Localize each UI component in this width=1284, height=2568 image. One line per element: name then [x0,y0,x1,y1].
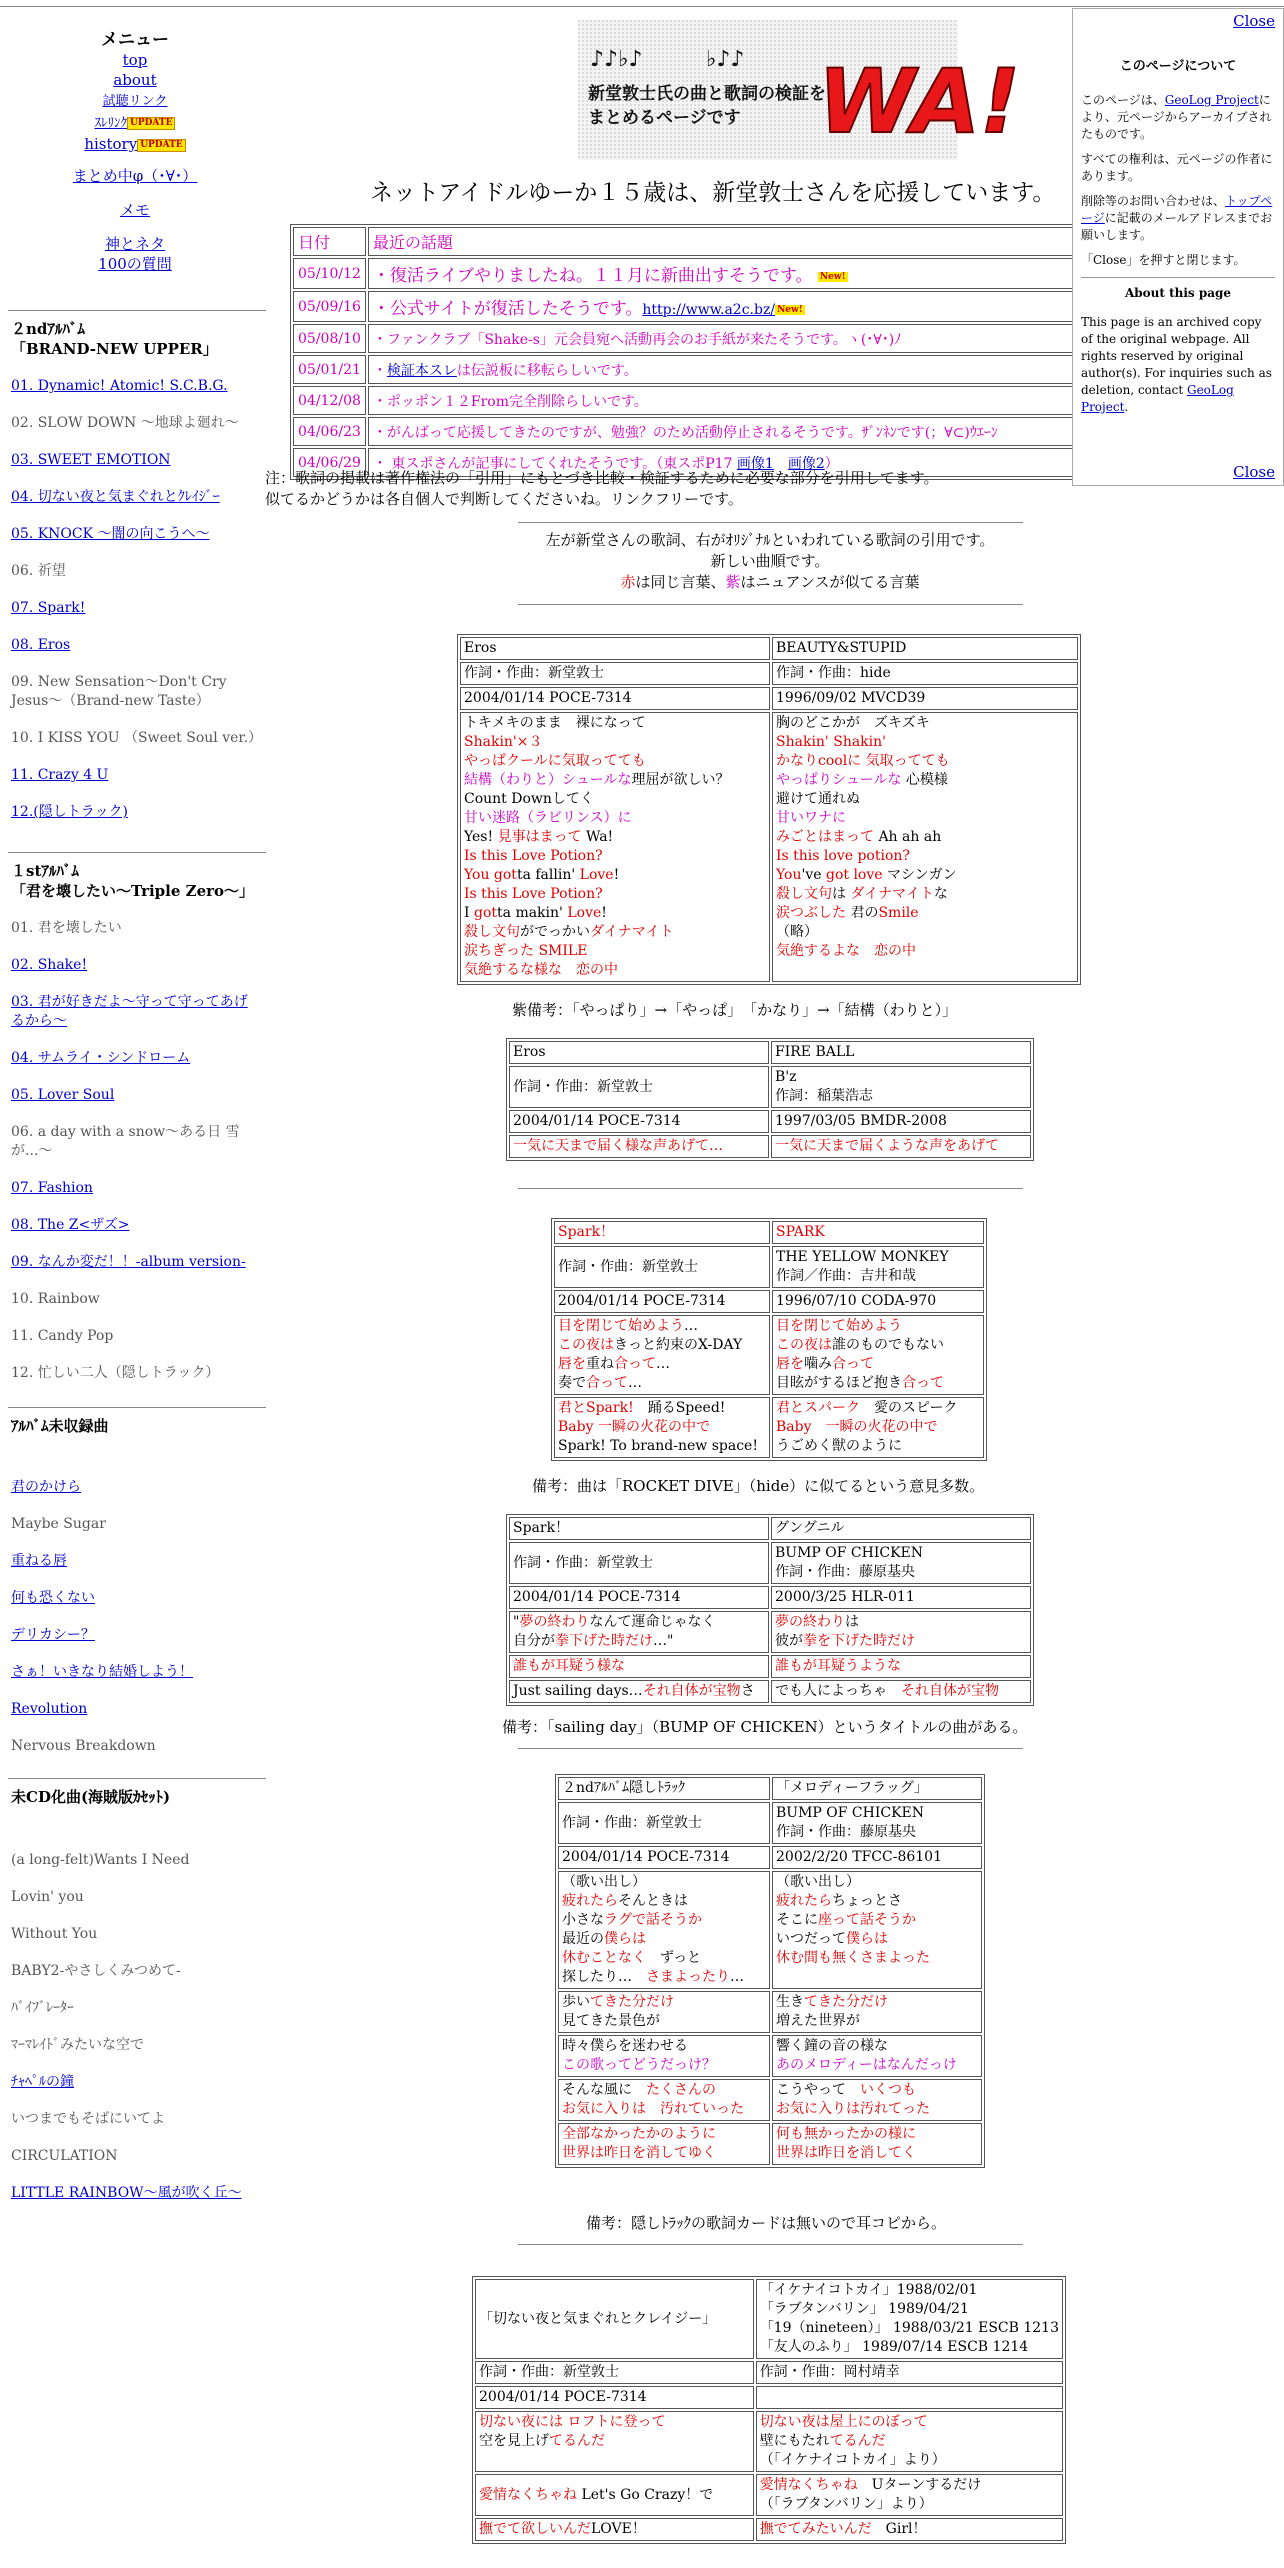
track-item [11,2110,261,2129]
track-title[interactable]: デリカシー？ [11,1627,95,1643]
track-title[interactable]: 03. SWEET EMOTION [11,452,171,468]
menu-link-memo[interactable]: メモ [119,201,150,219]
track-title: いつまでもそばにいてよ [11,2111,165,2127]
track-item [11,729,261,748]
unrecorded-section [0,1416,270,1756]
news-head-date: 日付 [293,227,366,256]
track-title: 02. SLOW DOWN ～地球よ廻れ～ [11,415,239,431]
divider [8,1778,266,1779]
news-row [293,355,1137,384]
album-title: 「BRAND-NEW UPPER」 [11,340,218,358]
menu-link-history[interactable]: history [84,135,138,153]
about-title: About this page [1124,286,1232,300]
track-item[interactable] [11,803,261,822]
track-item [11,673,261,711]
track-title: 06. 祈望 [11,563,66,579]
close-button-bottom[interactable]: Close [1233,463,1275,481]
color-legend: 赤は同じ言葉、紫はニュアンスが似てる言葉 [620,573,920,591]
track-title[interactable]: 04. サムライ・シンドローム [11,1050,191,1066]
divider [518,522,1023,523]
track-item [11,1737,261,1756]
track-title: CIRCULATION [11,2148,118,2164]
track-title[interactable]: 07. Fashion [11,1180,93,1196]
caption: 備考：隠しﾄﾗｯｸの歌詞カードは無いので耳コピから。 [586,2214,947,2232]
track-item[interactable] [11,599,261,618]
track-title: Nervous Breakdown [11,1738,156,1754]
track-item[interactable] [11,525,261,544]
comparison-table-gungnir: Spark！ グングニル 作詞・作曲：新堂敦士 BUMP OF CHICKEN 作詞・作曲：藤原基央 2004/01/14 POCE-7314 2000/3/25 HLR-011 "夢の終わりなんて運命じゃなく 自分が拳下げた時だけ…" 夢の終わりは 彼が拳を下げた時だけ 誰もが耳疑う様な 誰もが耳疑うような Just sailing days…それ自体が宝物さ でも人によっちゃ それ自体が宝物 [506,1514,1034,1706]
track-item [11,1327,261,1346]
caption: 備考：曲は「ROCKET DIVE」（hide）に似てるという意見多数。 [532,1477,985,1495]
note-line: 注：歌詞の掲載は著作権法の「引用」にもとづき比較・検証するために必要な部分を引用してます。 [265,469,939,487]
track-item [11,2036,261,2055]
lead-text: ネットアイドルゆーか１５歳は、新堂敦士さんを応援しています。 [370,180,1056,206]
close-button-top[interactable]: Close [1233,12,1275,30]
track-title: 12. 忙しい二人（隠しトラック） [11,1365,220,1381]
track-item [11,414,261,433]
album-title: 「君を壊したい～Triple Zero～」 [11,882,255,900]
copyright-note [265,468,939,510]
album-label: ２ndｱﾙﾊﾞﾑ [11,320,85,338]
track-list [11,1851,270,2203]
track-item[interactable] [11,451,261,470]
track-item [11,1851,261,1870]
comparison-table-melodyflag: ２ndｱﾙﾊﾞﾑ隠しﾄﾗｯｸ 「メロディーフラッグ」 作詞・作曲：新堂敦士 BUMP OF CHICKEN 作詞・作曲：藤原基央 2004/01/14 POCE-7314 2002/2/20 TFCC-86101 （歌い出し） 疲れたらそんときは 小さなラグで話そうか 最近の僕らは 休むことなく ずっと 探したり… さまよったり… （歌い出し） 疲れたらちょっとさ そこに座って話そうか いつだって僕らは 休む間も無くさまよった 歩いてきた分だけ 見てきた景色が 生きてきた分だけ 増えた世界が 時々僕らを迷わせる この歌ってどうだっけ？ 響く鐘の音の様な あのメロディーはなんだっけ そんな風に たくさんの お気に入りは 汚れていった こうやって いくつも お気に入りは汚れてった 全部なかったかのように 世界は昨日を消してゆく 何も無かったかの様に 世界は昨日を消してく [555,1774,985,2168]
track-item[interactable] [11,488,261,507]
note-line: 似てるかどうかは各自個人で判断してくださいね。リンクフリーです。 [265,490,743,508]
news-date: 05/08/10 [293,324,366,353]
section-title: 未CD化曲(海賊版ｶｾｯﾄ) [11,1788,171,1806]
dialog-title: このページについて [1119,59,1237,74]
new-badge: New! [777,304,803,315]
track-list [11,377,270,822]
caption: 備考：「sailing day」（BUMP OF CHICKEN）というタイトルの曲がある。 [502,1718,1028,1736]
menu-link-listen[interactable]: 試聴リンク [102,94,168,109]
track-title[interactable]: 君のかけら [11,1479,81,1495]
track-item[interactable] [11,1216,261,1235]
track-item [11,1925,261,1944]
about-text: This page is an archived copy of the original webpage. All rights reserved by original author(s). For inquiries such as deletion, contact GeoLog Project. [1081,315,1272,414]
track-item[interactable] [11,766,261,785]
track-item [11,1290,261,1309]
news-text: ・がんばって応援してきたのですが、勉強？のため活動停止されるそうです。ｻﾞﾝﾈﾝです(；∀⊂)ｳｴｰﾝ [368,417,1137,446]
track-item [11,562,261,581]
track-title[interactable]: 07. Spark! [11,600,86,616]
geolog-link[interactable]: GeoLog Project [1081,383,1234,414]
left-sidebar [0,30,270,2203]
track-item [11,2147,261,2166]
album-2nd [0,319,270,822]
track-title[interactable]: 02. Shake! [11,957,88,973]
news-date: 04/06/23 [293,417,366,446]
official-site-link[interactable]: http://www.a2c.bz/ [642,302,776,318]
menu-link-thread[interactable]: ｽﾚﾘﾝｸ [94,116,128,131]
track-item [11,919,261,938]
news-table [290,224,1140,480]
logo-text: 新堂敦士氏の曲と歌詞の検証をまとめるページです [588,84,826,128]
news-date: 04/12/08 [293,386,366,415]
news-date: 05/01/21 [293,355,366,384]
divider [518,1748,1023,1749]
intro [390,530,1150,593]
album-label: １stｱﾙﾊﾞﾑ [11,862,79,880]
section-title: ｱﾙﾊﾞﾑ未収録曲 [11,1417,109,1435]
comparison-table-okamura: 「切ない夜と気まぐれとクレイジー」 「イケナイコトカイ」1988/02/01 「ラブタンバリン」 1989/04/21 「19（nineteen）」 1988/03/21 ESCB 1213 「友人のふり」 1989/07/14 ESCB 1214 作詞・作曲：新堂敦士 作詞・作曲：岡村靖幸 2004/01/14 POCE-7314 切ない夜には ロフトに登って 空を見上げてるんだ 切ない夜は屋上にのぼって 壁にもたれてるんだ （「イケナイコトカイ」より） 愛情なくちゃね Let's Go Crazy！で 愛情なくちゃね Uターンするだけ （「ラブタンバリン」より） 撫でて欲しいんだLOVE！ 撫でてみたいんだ Girl！ [472,2276,1066,2544]
divider [8,1407,266,1408]
dialog-text: このページは、GeoLog Projectにより、元ページからアーカイブされたものです。 [1081,93,1272,141]
news-text: ・復活ライブやりましたね。１１月に新曲出すそうです。 New! [368,258,1137,289]
track-title: Without You [11,1926,98,1942]
image2-link[interactable]: 画像2 [787,455,825,472]
update-badge: UPDATE [137,139,185,152]
track-item[interactable] [11,956,261,975]
menu-link-matome[interactable]: まとめ中φ（･∀･） [72,167,198,185]
track-item[interactable] [11,1049,261,1068]
track-title: Lovin' you [11,1889,84,1905]
track-title[interactable]: 03. 君が好きだよ～守って守ってあげるから～ [11,994,248,1029]
track-title: ﾊﾞｲﾌﾞﾚｰﾀｰ [11,2000,74,2016]
news-date: 05/09/16 [293,291,366,322]
divider [518,604,1023,605]
news-text: ・ポッポン１２From完全削除らしいです。 [368,386,1137,415]
track-title: 10. Rainbow [11,1291,100,1307]
geolog-link[interactable]: GeoLog Project [1164,93,1259,107]
divider [8,310,266,311]
track-item[interactable] [11,2184,261,2203]
track-title: ﾏｰﾏﾚｲﾄﾞみたいな空で [11,2037,144,2053]
menu-link-kami[interactable]: 神とネタ [104,235,165,253]
track-item[interactable] [11,1179,261,1198]
track-title[interactable]: 04. 切ない夜と気まぐれとｸﾚｲｼﾞｰ [11,489,220,505]
news-text: ・公式サイトが復活したそうです。http://www.a2c.bz/ New! [368,291,1137,322]
news-date: 05/10/12 [293,258,366,289]
track-title[interactable]: 05. KNOCK ～闇の向こうへ～ [11,526,210,542]
news-row [293,417,1137,446]
track-list [11,1478,270,1756]
news-text: ・ 東スポさんが記事にしてくれたそうです。（東スポP17 画像1 画像2） [368,448,1137,477]
track-item[interactable] [11,1626,261,1645]
track-item[interactable] [11,1589,261,1608]
dialog-text: 削除等のお問い合わせは、トップページに記載のメールアドレスまでお願いします。 [1081,194,1273,242]
divider [1081,277,1275,278]
track-item [11,1123,261,1161]
divider [518,1188,1023,1189]
track-item [11,1962,261,1981]
track-item[interactable] [11,1700,261,1719]
track-title[interactable]: 何も恐くない [11,1590,95,1606]
logo-wa: WA! [818,50,1021,153]
divider [518,2244,1023,2245]
track-title: 10. I KISS YOU （Sweet Soul ver.） [11,730,263,746]
kensho-thread-link[interactable]: 検証本スレ [386,362,457,379]
news-row [293,291,1137,322]
svg-text:♪♪♭♪: ♪♪♭♪ [590,47,643,72]
news-head-topic: 最近の話題 [368,227,1137,256]
site-logo [578,20,1021,160]
news-date: 04/06/29 [293,448,366,477]
track-item[interactable] [11,377,261,396]
comparison-table-spark: Spark！ SPARK 作詞・作曲：新堂敦士 THE YELLOW MONKEY 作詞／作曲：吉井和哉 2004/01/14 POCE-7314 1996/07/10 CODA-970 目を閉じて始めよう… この夜はきっと約束のX-DAY 唇を重ね合って… 奏で合って… 目を閉じて始めよう この夜は誰のものでもない 唇を噛み合って 目眩がするほど抱き合って 君とSpark! 踊るSpeed! Baby 一瞬の火花の中で Spark! To brand-new space! 君とスパーク 愛のスピーク Baby 一瞬の火花の中で うごめく獣のように [551,1218,987,1461]
track-title: 11. Candy Pop [11,1328,114,1344]
top-page-link[interactable]: トップページ [1081,194,1273,225]
svg-text:♭♪♪: ♭♪♪ [706,47,745,72]
update-badge: UPDATE [127,117,175,130]
menu [0,30,270,274]
image1-link[interactable]: 画像1 [736,455,774,472]
news-text: ・ファンクラブ「Shake-s」元会員宛へ活動再会のお手紙が来たそうです。ヽ(･∀･)ﾉ [368,324,1137,353]
track-item[interactable] [11,1552,261,1571]
news-row [293,324,1137,353]
dialog-text: すべての権利は、元ページの作者にあります。 [1081,152,1273,183]
new-badge: New! [819,271,846,282]
uncd-section [0,1787,270,2203]
menu-link-about[interactable]: about [113,71,157,89]
track-title[interactable]: 08. The Z<ザズ> [11,1217,130,1233]
track-item [11,1364,261,1383]
track-item [11,1888,261,1907]
track-item[interactable] [11,2073,261,2092]
track-title: BABY2-やさしくみつめて- [11,1963,181,1979]
track-title[interactable]: 05. Lover Soul [11,1087,115,1103]
track-title: 09. New Sensation～Don't Cry Jesus～（Brand-new Taste） [11,674,227,709]
track-item[interactable] [11,1478,261,1497]
track-item [11,1999,261,2018]
track-title[interactable]: Revolution [11,1701,88,1717]
track-title[interactable]: 重ねる唇 [11,1553,67,1569]
track-title: Maybe Sugar [11,1516,106,1532]
news-text: ・検証本スレは伝説板に移転らしいです。 [368,355,1137,384]
track-item[interactable] [11,1663,261,1682]
track-item[interactable] [11,993,261,1031]
track-item [11,1515,261,1534]
news-row [293,386,1137,415]
track-title[interactable]: 12.(隠しトラック) [11,804,128,820]
track-title[interactable]: 01. Dynamic! Atomic! S.C.B.G. [11,378,228,394]
divider [8,852,266,853]
track-list [11,919,270,1383]
track-title: 01. 君を壊したい [11,920,122,936]
menu-heading: メニュー [101,30,169,50]
news-header [293,227,1137,256]
dialog-text: 「Close」を押すと閉じます。 [1081,253,1246,267]
intro-line: 新しい曲順です。 [710,552,830,570]
track-item[interactable] [11,1253,261,1272]
intro-line: 左が新堂さんの歌詞、右がｵﾘｼﾞﾅﾙといわれている歌詞の引用です。 [545,531,995,549]
track-title[interactable]: 11. Crazy 4 U [11,767,109,783]
track-item[interactable] [11,636,261,655]
track-title[interactable]: さぁ！いきなり結婚しよう！ [11,1664,193,1680]
album-1st [0,861,270,1383]
track-title[interactable]: 08. Eros [11,637,71,653]
news-row [293,258,1137,289]
top-rule [0,6,1284,7]
track-item[interactable] [11,1086,261,1105]
menu-link-top[interactable]: top [122,51,148,69]
track-title[interactable]: ﾁｬﾍﾟﾙの鐘 [11,2074,74,2090]
menu-link-100q[interactable]: 100の質問 [98,255,172,273]
track-title[interactable]: 09. なんか変だ！！-album version- [11,1254,246,1270]
track-title: 06. a day with a snow～ある日 雪が...～ [11,1124,240,1159]
track-title: (a long-felt)Wants I Need [11,1852,190,1868]
track-title[interactable]: LITTLE RAINBOW～風が吹く丘～ [11,2185,242,2201]
caption: 紫備考：「やっぱり」→「やっぱ」 「かなり」→「結構（わりと）」 [512,1001,958,1019]
comparison-table-fireball: Eros FIRE BALL 作詞・作曲：新堂敦士 B'z 作詞：稲葉浩志 2004/01/14 POCE-7314 1997/03/05 BMDR-2008 一気に天まで届く様な声あげて… 一気に天まで届くような声をあげて [506,1038,1034,1161]
comparison-table-eros: Eros BEAUTY&STUPID 作詞・作曲：新堂敦士 作詞・作曲：hide 2004/01/14 POCE-7314 1996/09/02 MVCD39 トキメキのまま 裸になって Shakin'×３ やっぱクールに気取ってても 結構（わりと）シュールな理屈が欲しい？ Count Downしてく 甘い迷路（ラビリンス）に Yes! 見事はまって Wa! Is this Love Potion? You gotta fallin' Love! Is this Love Potion? I gotta makin' Love! 殺し文句がでっかいダイナマイト 涙ちぎった SMILE 気絶するな様な 恋の中 胸のどこかが ズキズキ Shakin' Shakin' かなりcoolに 気取ってても やっぱりシュールな 心模様 避けて通れぬ 甘いワナに みごとはまって Ah ah ah Is this love potion? You've got love マシンガン 殺し文句は ダイナマイトな 涙つぶした 君のSmile （略） 気絶するよな 恋の中 [457,634,1081,985]
archive-notice-dialog [1072,8,1284,486]
